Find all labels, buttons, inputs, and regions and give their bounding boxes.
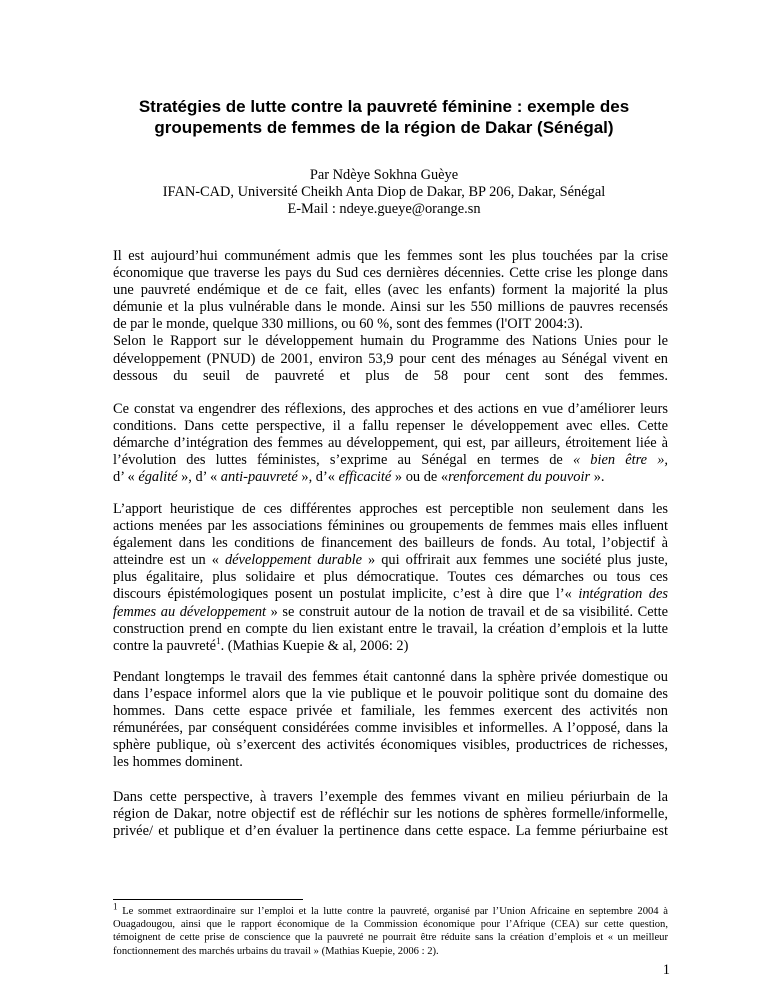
emphasis-text: femmes au développement [113, 603, 267, 620]
title-line: Stratégies de lutte contre la pauvreté féminine : exemple des [138, 97, 630, 116]
paragraph-3 [113, 501, 668, 655]
text-line: les hommes dominent. [113, 754, 243, 771]
text-line: dans l’espace informel alors que la vie publique et le pouvoir politique sont du domaine des [113, 686, 668, 703]
paragraph-2 [113, 401, 668, 486]
text-span: » se construit autour de la notion de travail et de sa visibilité. Cette [266, 603, 668, 620]
emphasis-text: « bien être », [572, 452, 669, 469]
text-line: dessous du seuil de pauvreté et plus de 58 pour cent sont des femmes. [113, 367, 668, 384]
author-email: E-Mail : ndeye.gueye@orange.sn [287, 201, 481, 217]
text-line [113, 469, 668, 486]
text-line: également dans les conditions de financement des bailleurs de fonds. Au total, l’objectif à [113, 535, 668, 552]
emphasis-text: efficacité [338, 469, 392, 486]
text-span: d’ « [113, 469, 139, 486]
text-line: démarche d’intégration des femmes au développement, qui est, par ailleurs, étroitement liée à [113, 435, 668, 452]
page-title [80, 96, 688, 138]
text-span: ». [590, 469, 605, 486]
text-span: discours épistémologiques posent un postulat implicite, c’est à dire que l’« [113, 586, 579, 603]
text-line: sphère publique, où s’exercent des activités économiques visibles, productrices de richesses, [113, 737, 668, 754]
footnote-body: Le sommet extraordinaire sur l’emploi et la lutte contre la pauvreté, organisé par l’Union Africaine en septembre 2004 à Ouagadougou, ainsi que le rapport économique de la Commission économique pour l’Afrique (CEA) sur cette question, témoignent de cette prise de conscience que la pauvreté ne pourrait être réduite sans la création d’emplois et « un meilleur fonctionnement des marchés urbains du travail » (Mathias Kuepie, 2006 : 2). [113, 906, 668, 957]
text-line: développement (PNUD) de 2001, environ 53,9 pour cent des ménages au Sénégal vivent en [113, 350, 668, 367]
author-affiliation: IFAN-CAD, Université Cheikh Anta Diop de Dakar, BP 206, Dakar, Sénégal [162, 184, 606, 200]
text-line: de par le monde, quelque 330 millions, ou 60 %, sont des femmes (l'OIT 2004:3). [113, 316, 583, 333]
text-span: » ou de « [391, 469, 449, 486]
footnote-number: 1 [113, 901, 118, 912]
footnote-divider [113, 899, 303, 900]
text-span: », d’ « [177, 469, 221, 486]
text-span: » qui offrirait aux femmes une société plus juste, [362, 552, 668, 569]
page-number: 1 [662, 962, 670, 978]
text-line [113, 635, 668, 655]
text-line: conditions. Dans cette perspective, il a fallu repenser le développement avec elles. Cette [113, 418, 668, 435]
text-line [113, 604, 668, 621]
text-line: région de Dakar, notre objectif est de réfléchir sur les notions de sphères formelle/informelle, [113, 806, 668, 823]
text-line: économique que traverse les pays du Sud ces dernières décennies. Cette crise les plonge dans [113, 265, 668, 282]
text-span: l’évolution des luttes féministes, s’exprime au Sénégal en termes de [113, 452, 573, 469]
text-line: une pauvreté endémique et de ce fait, elles (avec les enfants) forment la majorité la plus [113, 282, 668, 299]
text-line: Ce constat va engendrer des réflexions, des approches et des actions en vue d’améliorer leurs [113, 401, 668, 417]
footnote-text [113, 901, 668, 958]
text-line [113, 586, 668, 603]
emphasis-text: développement durable [224, 552, 363, 569]
text-line: actions menées par les associations féminines ou groupements de femmes mais elles influent [113, 518, 668, 535]
text-line: démunie et la plus vulnérable dans le monde. Ainsi sur les 550 millions de pauvres recensés [113, 299, 668, 316]
paragraph-4 [113, 669, 668, 772]
text-line: Il est aujourd’hui communément admis que les femmes sont les plus touchées par la crise [113, 248, 668, 264]
paragraph-1 [113, 248, 668, 385]
text-line: construction prend en compte du lien existant entre le travail, la création d’emplois et la lutte [113, 620, 668, 637]
text-line [113, 452, 668, 469]
emphasis-text: intégration des [578, 586, 668, 603]
emphasis-text: égalité [138, 469, 178, 486]
author-name: Par Ndèye Sokhna Guèye [309, 167, 459, 183]
text-line: Selon le Rapport sur le développement humain du Programme des Nations Unies pour le [113, 333, 668, 350]
author-block [80, 167, 688, 218]
text-line: hommes. Dans cette espace privée et familiale, les femmes exercent des activités non [113, 703, 668, 720]
text-line: Pendant longtemps le travail des femmes était cantonné dans la sphère privée domestique ou [113, 669, 668, 685]
text-span: atteindre est un « [113, 552, 225, 569]
text-line [113, 552, 668, 569]
text-line: L’apport heuristique de ces différentes approches est perceptible non seulement dans les [113, 501, 668, 517]
title-line: groupements de femmes de la région de Dakar (Sénégal) [154, 118, 614, 137]
footnote-marker[interactable]: 1 [216, 635, 221, 646]
footnote [113, 901, 668, 958]
emphasis-text: anti-pauvreté [220, 469, 298, 486]
text-span: contre la pauvreté [113, 637, 217, 654]
paragraph-5 [113, 789, 668, 840]
text-line: privée/ et publique et d’en évaluer la pertinence dans cette espace. La femme périurbaine est [113, 823, 668, 840]
text-line: plus égalitaire, plus solidaire et plus démocratique. Toutes ces démarches ou tous ces [113, 569, 668, 586]
text-line: rémunérées, par conséquent considérées comme invisibles et informelles. A l’opposé, dans la [113, 720, 668, 737]
text-span: », d’« [297, 469, 339, 486]
emphasis-text: renforcement du pouvoir [448, 469, 591, 486]
text-span: . (Mathias Kuepie & al, 2006: 2) [220, 637, 409, 654]
text-line: Dans cette perspective, à travers l’exemple des femmes vivant en milieu périurbain de la [113, 789, 668, 805]
